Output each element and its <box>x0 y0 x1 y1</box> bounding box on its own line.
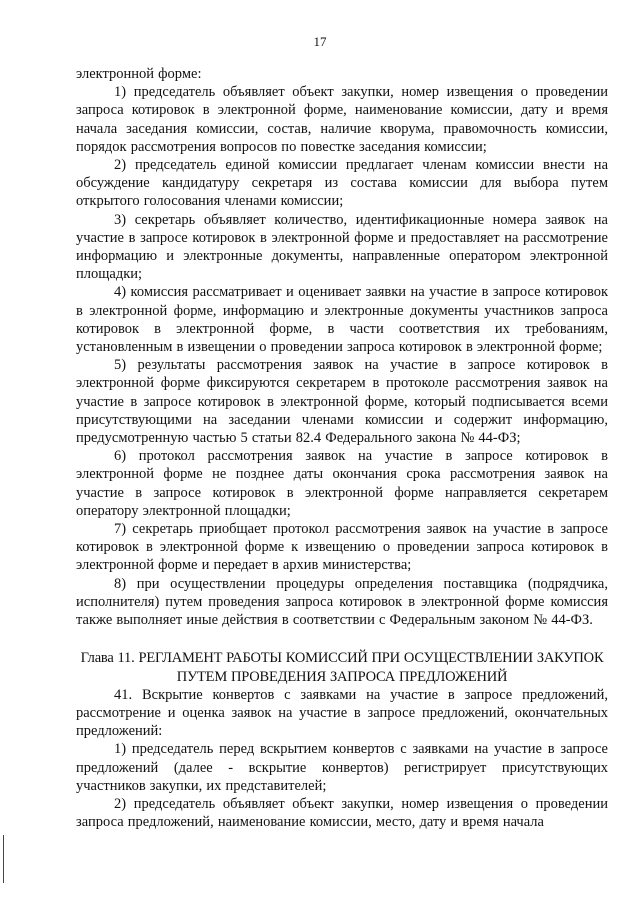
scan-edge-mark <box>3 835 4 883</box>
list-item-8: 8) при осуществлении процедуры определения поставщика (подрядчика, исполнителя) путем проведения запроса котировок в электронной форме комиссия также выполняет иные действия в соответствии с Федеральным законом № 44-ФЗ. <box>76 575 608 629</box>
clause-41-item-1: 1) председатель перед вскрытием конвертов с заявками на участие в запросе предложений (далее - вскрытие конвертов) регистрирует присутствующих участников закупки, их представителей; <box>76 741 608 794</box>
list-item-3: 3) секретарь объявляет количество, идентификационные номера заявок на участие в запросе котировок в электронной форме и предоставляет на рассмотрение информацию и электронные документы, направленные оператором электронной площадки; <box>76 211 608 283</box>
list-item-6: 6) протокол рассмотрения заявок на участие в запросе котировок в электронной форме не позднее даты окончания срока рассмотрения заявок на участие в запросе котировок в электронной форме направляется секретарем оператору электронной площадки; <box>76 448 608 519</box>
paragraph-continuation: электронной форме: <box>76 66 202 82</box>
clause-41-item-2: 2) председатель объявляет объект закупки, номер извещения о проведении запроса предложений, наименование комиссии, место, дату и время начала <box>76 795 608 831</box>
document-body <box>76 65 608 831</box>
chapter-heading: Глава 11. РЕГЛАМЕНТ РАБОТЫ КОМИССИЙ ПРИ ОСУЩЕСТВЛЕНИИ ЗАКУПОК ПУТЕМ ПРОВЕДЕНИЯ ЗАПРОСА ПРЕДЛОЖЕНИЙ <box>80 650 604 685</box>
list-item-2: 2) председатель единой комиссии предлагает членам комиссии внести на обсуждение кандидатуру секретаря из состава комиссии для выбора путем открытого голосования членами комиссии; <box>76 157 608 210</box>
page-number: 17 <box>313 34 327 49</box>
list-item-1: 1) председатель объявляет объект закупки, номер извещения о проведении запроса котировок в электронной форме, наименование комиссии, дату и время начала заседания комиссии, состав, наличие кворума, правомочность комиссии, порядок рассмотрения вопросов по повестке заседания комиссии; <box>76 84 608 155</box>
list-item-7: 7) секретарь приобщает протокол рассмотрения заявок на участие в запросе котировок в электронной форме к извещению о проведении запроса котировок в электронной форме и передает в архив министерства; <box>76 521 608 574</box>
list-item-4: 4) комиссия рассматривает и оценивает заявки на участие в запросе котировок в электронной форме, информацию и электронные документы участников запроса котировок в электронной форме, в части соответствия их требованиям, установленным в извещении о проведении запроса котировок в электронной форме; <box>76 284 608 356</box>
clause-41: 41. Вскрытие конвертов с заявками на участие в запросе предложений, рассмотрение и оценка заявок на участие в запросе предложений, окончательных предложений: <box>76 686 608 740</box>
list-item-5: 5) результаты рассмотрения заявок на участие в запросе котировок в электронной форме фиксируются секретарем в протоколе рассмотрения заявок на участие в запросе котировок в электронной форме, который подписывается всеми присутствующими на заседании членами комиссии и содержит информацию, предусмотренную частью 5 статьи 82.4 Федерального закона № 44-ФЗ; <box>76 357 608 447</box>
